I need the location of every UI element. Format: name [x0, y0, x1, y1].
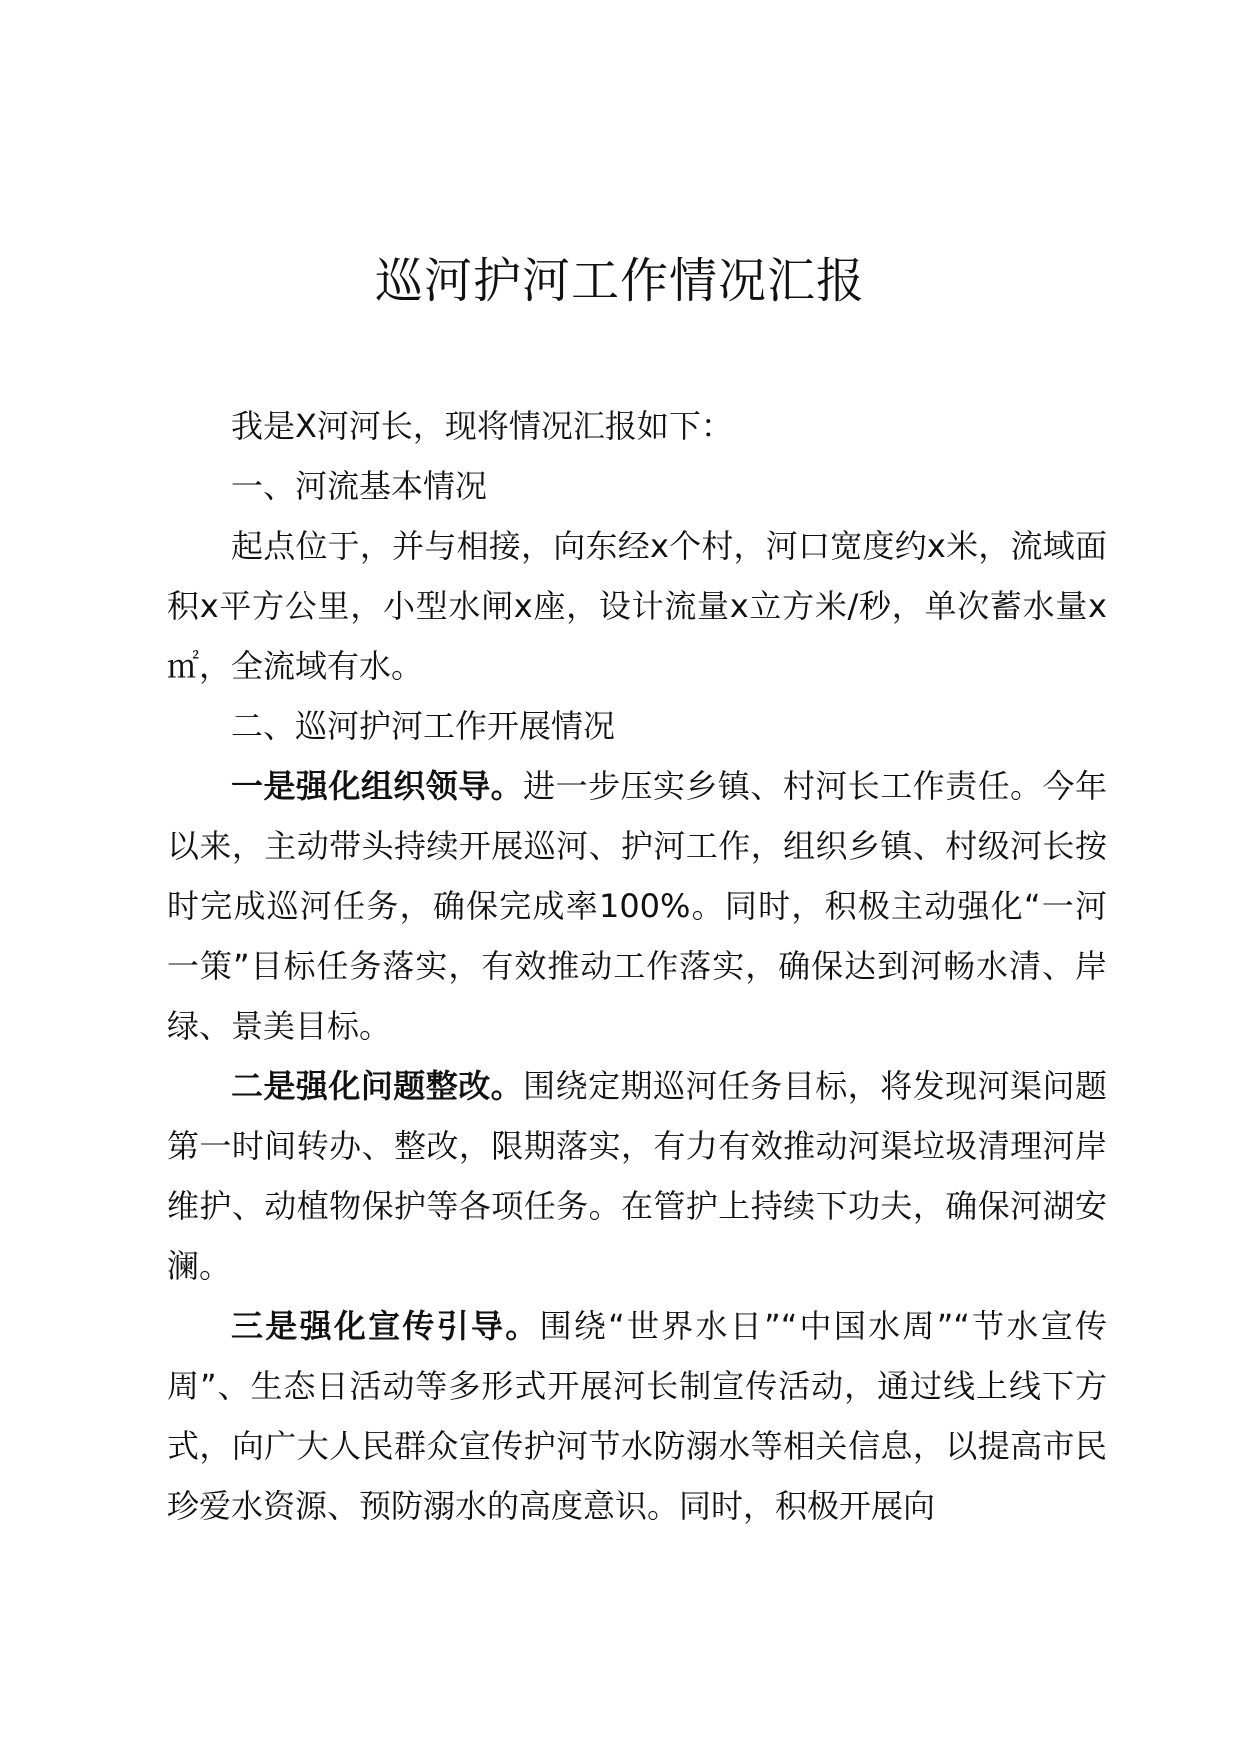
item-3-lead: 三是强化宣传引导。	[231, 1307, 540, 1345]
intro-paragraph: 我是X河河长，现将情况汇报如下：	[231, 407, 733, 445]
section-1-heading: 一、河流基本情况	[231, 467, 488, 505]
item-1-body: 进一步压实乡镇、村河长工作责任。今年以来，主动带头持续开展巡河、护河工作，组织乡镇、村级河长按时完成巡河任务，确保完成率100%。同时，积极主动强化“一河一策”目标任务落实，有效推动工作落实，确保达到河畅水清、岸绿、景美目标。	[167, 767, 1107, 1045]
item-1-lead: 一是强化组织领导。	[231, 767, 524, 805]
item-2-paragraph	[167, 1056, 1107, 1296]
section-2-heading: 二、巡河护河工作开展情况	[231, 707, 616, 745]
item-2-lead: 二是强化问题整改。	[231, 1067, 524, 1105]
item-2-body: 围绕定期巡河任务目标，将发现河渠问题第一时间转办、整改，限期落实，有力有效推动河渠垃圾清理河岸维护、动植物保护等各项任务。在管护上持续下功夫，确保河湖安澜。	[167, 1067, 1107, 1285]
document-title: 巡河护河工作情况汇报	[374, 253, 865, 309]
item-1-paragraph	[167, 756, 1107, 1056]
section-1-body: 起点位于，并与相接，向东经x个村，河口宽度约x米，流域面积x平方公里，小型水闸x座，设计流量x立方米/秒，单次蓄水量x㎡，全流域有水。	[167, 527, 1107, 685]
item-3-body: 围绕“世界水日”“中国水周”“节水宣传周”、生态日活动等多形式开展河长制宣传活动，通过线上线下方式，向广大人民群众宣传护河节水防溺水等相关信息，以提高市民珍爱水资源、预防溺水的高度意识。同时，积极开展向	[167, 1307, 1107, 1525]
item-3-paragraph	[167, 1296, 1107, 1536]
document-body	[167, 396, 1107, 1536]
